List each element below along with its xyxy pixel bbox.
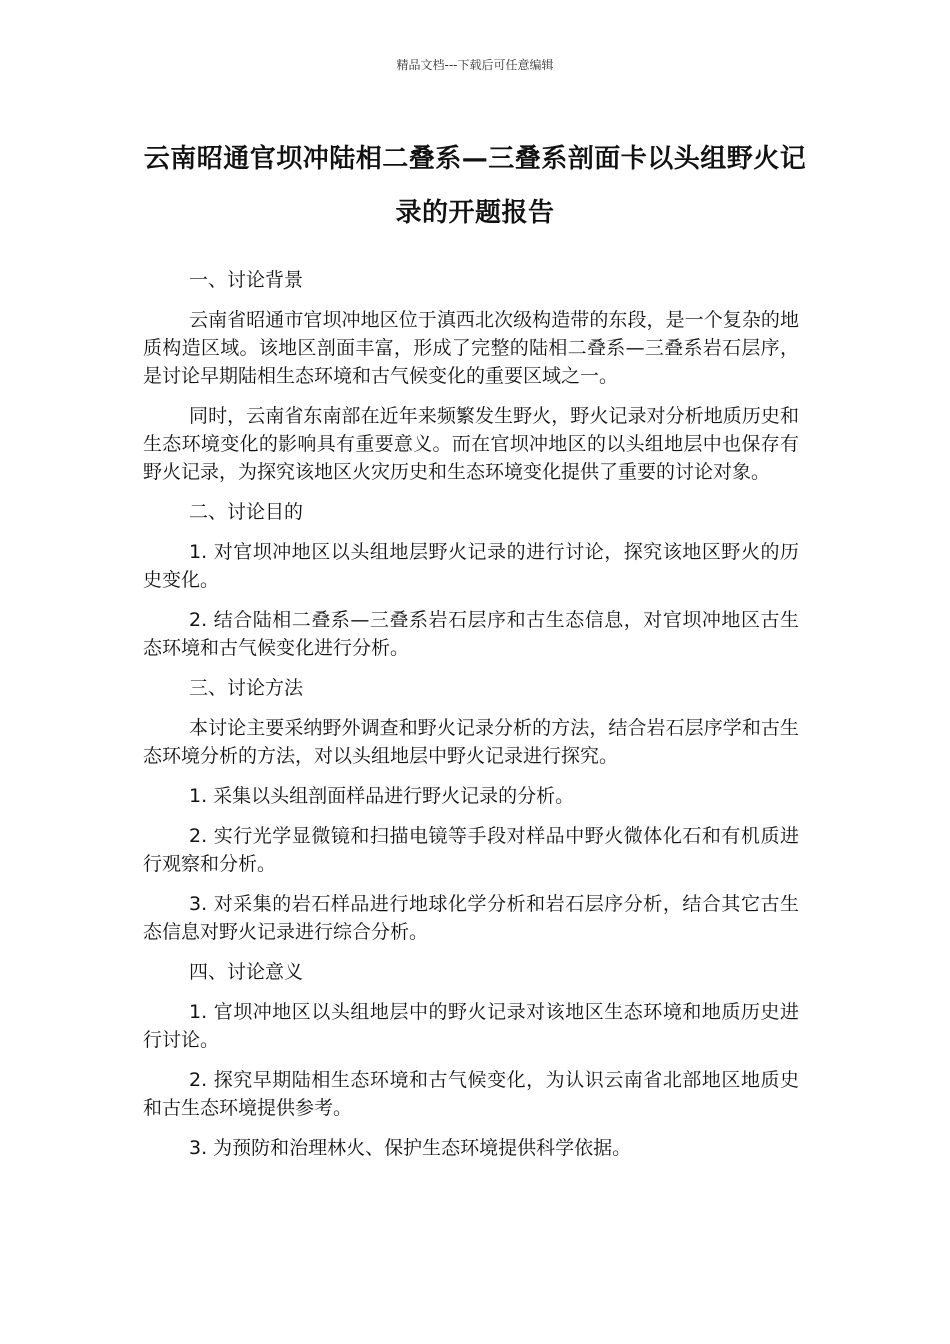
page-header: 精品文档---下载后可任意编辑 bbox=[396, 58, 554, 72]
methods-item-2: 2. 实行光学显微镜和扫描电镜等手段对样品中野火微体化石和有机质进行观察和分析。 bbox=[143, 825, 799, 875]
purpose-item-1: 1. 对官坝冲地区以头组地层野火记录的进行讨论，探究该地区野火的历史变化。 bbox=[143, 541, 799, 591]
methods-item-3: 3. 对采集的岩石样品进行地球化学分析和岩石层序分析，结合其它古生态信息对野火记录进行综合分析。 bbox=[143, 893, 799, 943]
significance-item-2: 2. 探究早期陆相生态环境和古气候变化，为认识云南省北部地区地质史和古生态环境提供参考。 bbox=[143, 1069, 799, 1119]
significance-item-3: 3. 为预防和治理林火、保护生态环境提供科学依据。 bbox=[189, 1137, 632, 1159]
section-heading-background: 一、讨论背景 bbox=[189, 269, 304, 291]
paragraph-background-2: 同时，云南省东南部在近年来频繁发生野火，野火记录对分析地质历史和生态环境变化的影响具有重要意义。而在官坝冲地区的以头组地层中也保存有野火记录，为探究该地区火灾历史和生态环境变化提供了重要的讨论对象。 bbox=[143, 405, 799, 483]
section-heading-significance: 四、讨论意义 bbox=[189, 961, 304, 983]
document-title: 云南昭通官坝冲陆相二叠系—三叠系剖面卡以头组野火记录的开题报告 bbox=[143, 144, 807, 228]
purpose-item-2: 2. 结合陆相二叠系—三叠系岩石层序和古生态信息，对官坝冲地区古生态环境和古气候变化进行分析。 bbox=[143, 609, 799, 659]
paragraph-background-1: 云南省昭通市官坝冲地区位于滇西北次级构造带的东段，是一个复杂的地质构造区域。该地区剖面丰富，形成了完整的陆相二叠系—三叠系岩石层序，是讨论早期陆相生态环境和古气候变化的重要区域之一。 bbox=[143, 309, 799, 387]
paragraph-methods-intro: 本讨论主要采纳野外调查和野火记录分析的方法，结合岩石层序学和古生态环境分析的方法，对以头组地层中野火记录进行探究。 bbox=[143, 717, 799, 767]
section-heading-methods: 三、讨论方法 bbox=[189, 677, 304, 699]
section-heading-purpose: 二、讨论目的 bbox=[189, 501, 304, 523]
significance-item-1: 1. 官坝冲地区以头组地层中的野火记录对该地区生态环境和地质历史进行讨论。 bbox=[143, 1001, 799, 1051]
document-body bbox=[143, 266, 799, 1174]
methods-item-1: 1. 采集以头组剖面样品进行野火记录的分析。 bbox=[189, 785, 575, 807]
